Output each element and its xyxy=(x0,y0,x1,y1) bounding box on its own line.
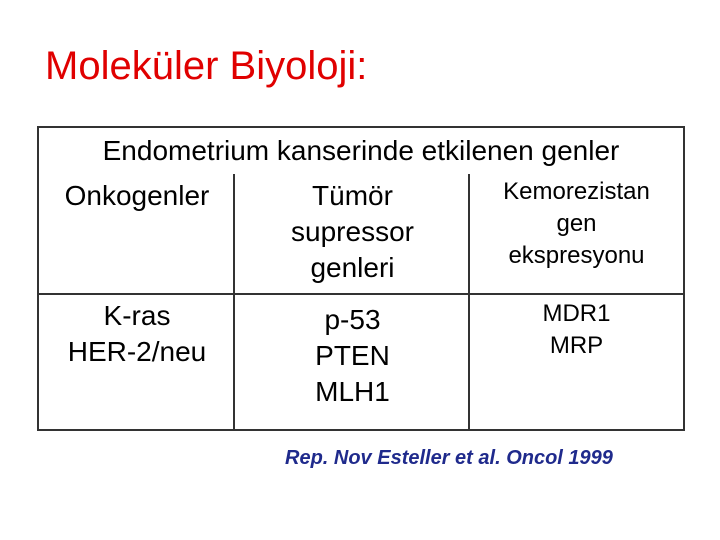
gene-item: p-53 xyxy=(324,304,381,335)
tumor-suppressor-header xyxy=(235,178,470,286)
gene-item: MDR1 xyxy=(542,300,611,327)
gene-item: MRP xyxy=(549,332,604,359)
header-line: supressor xyxy=(291,216,414,247)
chemoresistance-list xyxy=(470,298,683,362)
slide-title: Moleküler Biyoloji: xyxy=(45,44,368,88)
chemoresistance-header xyxy=(470,176,683,272)
table-heading: Endometrium kanserinde etkilenen genler xyxy=(102,135,620,166)
oncogenes-list xyxy=(39,298,235,370)
genes-table xyxy=(37,126,685,431)
row-divider xyxy=(39,293,683,295)
gene-item: MLH1 xyxy=(315,376,390,407)
gene-item: PTEN xyxy=(315,340,390,371)
header-line: Kemorezistan xyxy=(503,178,650,205)
gene-item: HER-2/neu xyxy=(67,336,207,367)
gene-item: K-ras xyxy=(103,300,171,331)
reference-citation: Rep. Nov Esteller et al. Oncol 1999 xyxy=(285,447,613,469)
tumor-suppressor-list xyxy=(235,302,470,410)
header-line: ekspresyonu xyxy=(508,242,645,269)
oncogenes-header xyxy=(39,178,235,214)
header-line: genleri xyxy=(310,252,395,283)
header-line: Onkogenler xyxy=(64,180,210,211)
header-line: gen xyxy=(556,210,597,237)
header-line: Tümör xyxy=(312,180,393,211)
